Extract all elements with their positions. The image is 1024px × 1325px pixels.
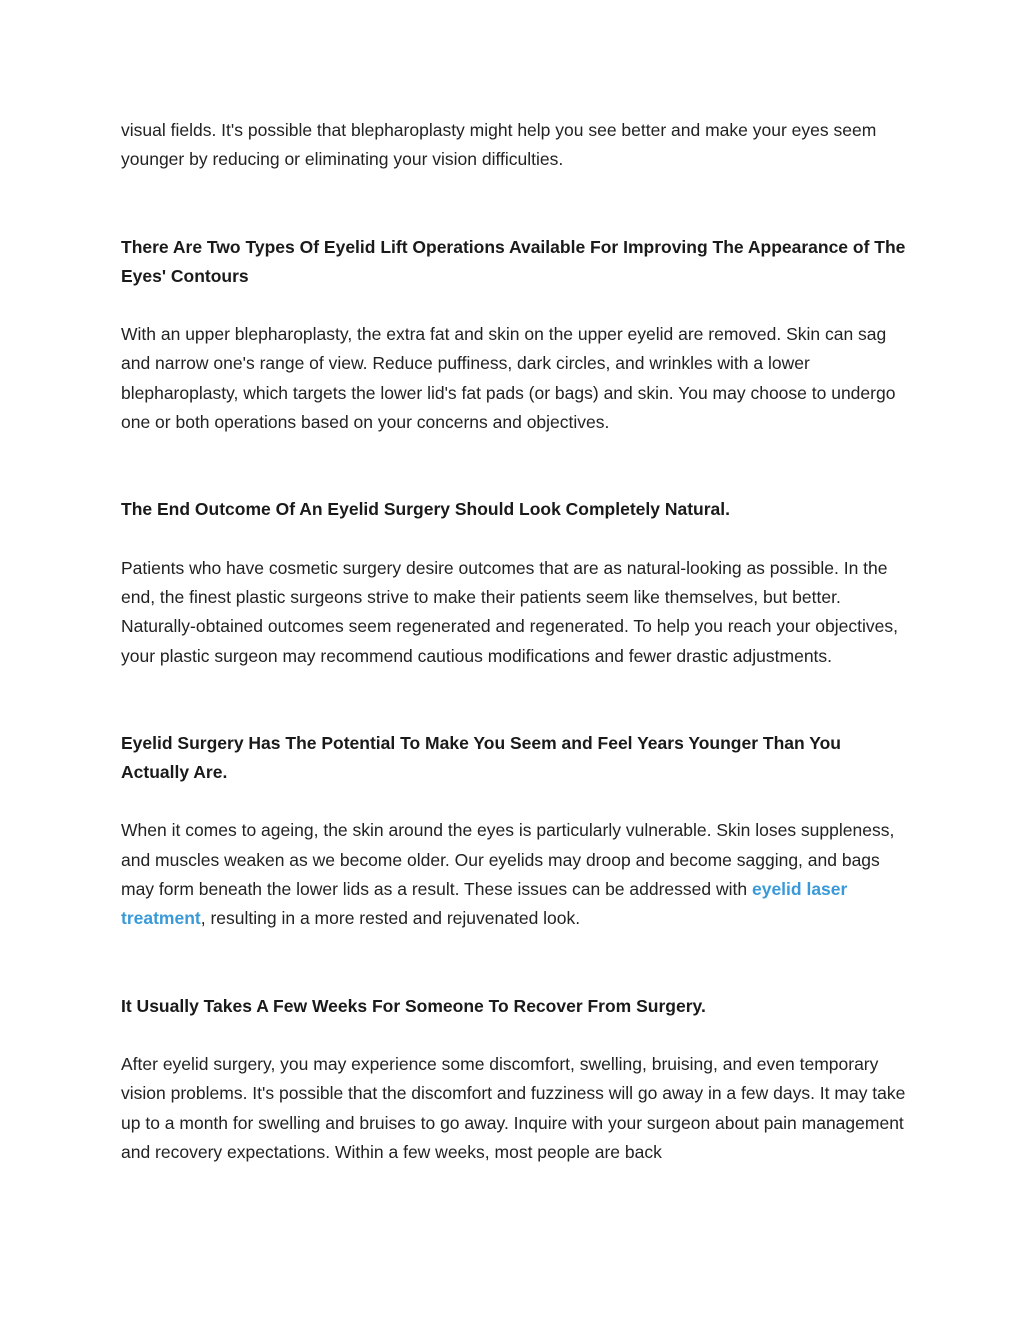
spacer xyxy=(121,1021,911,1050)
spacer xyxy=(121,175,911,233)
eyelid-laser-treatment-link[interactable]: eyelid laser treatment xyxy=(121,879,848,929)
section-heading-recovery: It Usually Takes A Few Weeks For Someone To Recover From Surgery. xyxy=(121,995,706,1016)
section-body-recovery: After eyelid surgery, you may experience some discomfort, swelling, bruising, and even temporary vision problems. It's possible that the discomfort and fuzziness will go away in a few days. It may take up to a month for swelling and bruises to go away. Inquire with your surgeon about pain management and recovery expectations. Within a few weeks, most people are back xyxy=(121,1053,906,1162)
section-heading-natural-outcome: The End Outcome Of An Eyelid Surgery Should Look Completely Natural. xyxy=(121,499,731,520)
document-page xyxy=(121,116,911,1167)
spacer xyxy=(121,787,911,816)
spacer xyxy=(121,437,911,495)
body-text-before-link: When it comes to ageing, the skin around the eyes is particularly vulnerable. Skin loses suppleness, and muscles weaken as we become older. Our eyelids may droop and become sagging, and bags may form beneath the lower lids as a result. These issues can be addressed with xyxy=(121,820,895,900)
intro-paragraph: visual fields. It's possible that blepharoplasty might help you see better and make your eyes seem younger by reducing or eliminating your vision difficulties. xyxy=(121,120,877,170)
spacer xyxy=(121,934,911,992)
spacer xyxy=(121,525,911,554)
spacer xyxy=(121,291,911,320)
body-text-after-link: , resulting in a more rested and rejuvenated look. xyxy=(200,908,581,929)
section-heading-look-younger: Eyelid Surgery Has The Potential To Make You Seem and Feel Years Younger Than You Actually Are. xyxy=(121,732,841,783)
section-body-natural-outcome: Patients who have cosmetic surgery desire outcomes that are as natural-looking as possible. In the end, the finest plastic surgeons strive to make their patients seem like themselves, but better. Naturally-obtained outcomes seem regenerated and regenerated. To help you reach your objectives, your plastic surgeon may recommend cautious modifications and fewer drastic adjustments. xyxy=(121,557,898,666)
section-body-eyelid-lift-types: With an upper blepharoplasty, the extra fat and skin on the upper eyelid are removed. Skin can sag and narrow one's range of view. Reduce puffiness, dark circles, and wrinkles with a lower blepharoplasty, which targets the lower lid's fat pads (or bags) and skin. You may choose to undergo one or both operations based on your concerns and objectives. xyxy=(121,324,896,433)
spacer xyxy=(121,671,911,729)
section-body-look-younger xyxy=(121,816,911,933)
section-heading-eyelid-lift-types: There Are Two Types Of Eyelid Lift Operations Available For Improving The Appearance of The Eyes' Contours xyxy=(121,236,906,286)
